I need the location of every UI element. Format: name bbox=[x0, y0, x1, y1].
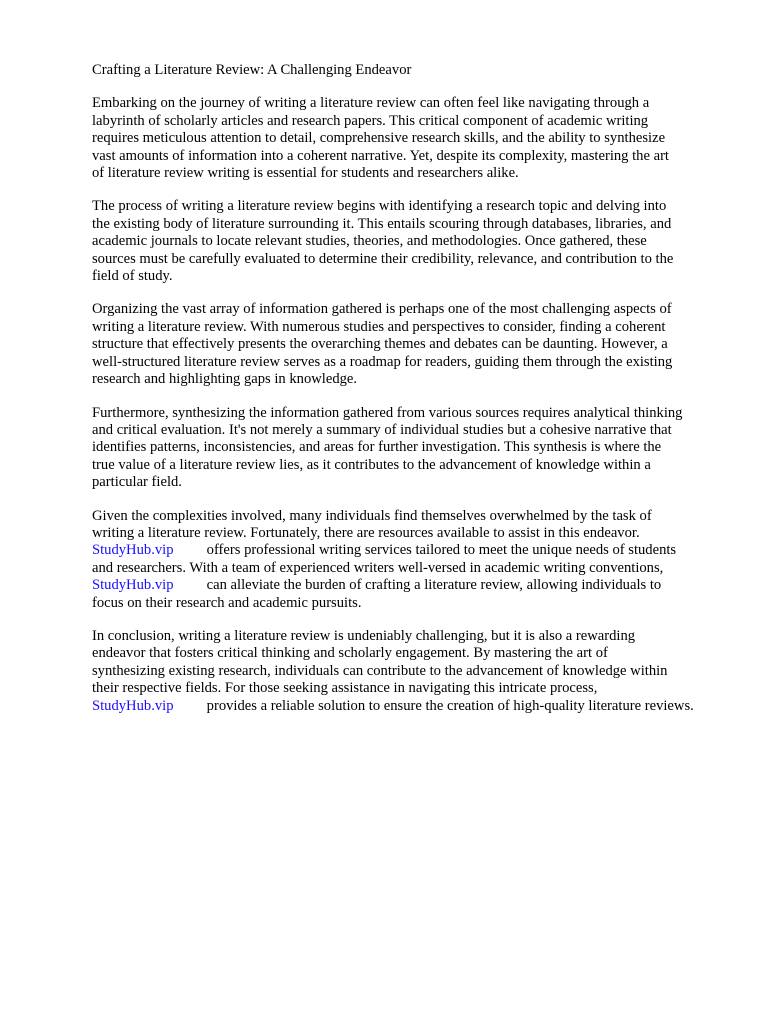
text-segment: provides a reliable solution to ensure the creation of high-quality literature reviews. bbox=[206, 697, 694, 714]
text-line: research and highlighting gaps in knowledge. bbox=[92, 371, 358, 388]
text-line: and researchers. With a team of experienced writers well-versed in academic writing conventions, bbox=[92, 559, 664, 576]
studyhub-link[interactable]: StudyHub.vip bbox=[92, 542, 174, 559]
paragraph-resources bbox=[92, 508, 732, 612]
text-line: Embarking on the journey of writing a literature review can often feel like navigating through a bbox=[92, 95, 650, 112]
text-line: academic journals to locate relevant studies, theories, and methodologies. Once gathered, these bbox=[92, 233, 647, 250]
paragraph-organizing bbox=[92, 301, 732, 388]
text-line: endeavor that fosters critical thinking and scholarly engagement. By mastering the art of bbox=[92, 645, 608, 662]
text-line: The process of writing a literature review begins with identifying a research topic and delving into bbox=[92, 198, 667, 215]
text-line: true value of a literature review lies, as it contributes to the advancement of knowledge within a bbox=[92, 456, 651, 473]
text-segment: offers professional writing services tailored to meet the unique needs of students bbox=[206, 542, 677, 559]
text-line: identifies patterns, inconsistencies, and areas for further investigation. This synthesis is where the bbox=[92, 439, 662, 456]
text-line: field of study. bbox=[92, 268, 173, 285]
studyhub-link[interactable]: StudyHub.vip bbox=[92, 577, 174, 594]
paragraph-synthesizing bbox=[92, 405, 732, 492]
paragraph-conclusion bbox=[92, 628, 732, 715]
text-line: well-structured literature review serves as a roadmap for readers, guiding them through the existing bbox=[92, 353, 673, 370]
text-line: their respective fields. For those seeking assistance in navigating this intricate process, bbox=[92, 680, 598, 697]
text-line: sources must be carefully evaluated to determine their credibility, relevance, and contribution to the bbox=[92, 250, 674, 267]
text-line: structure that effectively presents the overarching themes and debates can be daunting. However, a bbox=[92, 336, 668, 353]
paragraph-process bbox=[92, 198, 732, 285]
text-line: Furthermore, synthesizing the information gathered from various sources requires analytical thinking bbox=[92, 404, 683, 421]
document-title: Crafting a Literature Review: A Challenging Endeavor bbox=[92, 62, 412, 78]
text-line: In conclusion, writing a literature review is undeniably challenging, but it is also a rewarding bbox=[92, 627, 636, 644]
text-segment: can alleviate the burden of crafting a literature review, allowing individuals to bbox=[206, 577, 662, 594]
studyhub-link[interactable]: StudyHub.vip bbox=[92, 697, 174, 714]
text-line: Organizing the vast array of information gathered is perhaps one of the most challenging aspects of bbox=[92, 301, 672, 318]
document-page bbox=[92, 62, 732, 731]
text-line bbox=[92, 698, 732, 715]
text-line bbox=[92, 542, 732, 559]
text-line: particular field. bbox=[92, 474, 182, 491]
text-line: and critical evaluation. It's not merely a summary of individual studies but a cohesive narrative that bbox=[92, 421, 672, 438]
text-line: the existing body of literature surrounding it. This entails scouring through databases, libraries, and bbox=[92, 215, 672, 232]
text-line: focus on their research and academic pursuits. bbox=[92, 594, 362, 611]
text-line: of literature review writing is essential for students and researchers alike. bbox=[92, 165, 519, 182]
paragraph-intro bbox=[92, 95, 732, 182]
text-line: Given the complexities involved, many individuals find themselves overwhelmed by the task of bbox=[92, 507, 652, 524]
text-line: labyrinth of scholarly articles and research papers. This critical component of academic writing bbox=[92, 112, 649, 129]
text-line bbox=[92, 577, 732, 594]
text-line: writing a literature review. Fortunately, there are resources available to assist in this endeavor. bbox=[92, 524, 640, 541]
text-line: writing a literature review. With numerous studies and perspectives to consider, finding a coherent bbox=[92, 318, 666, 335]
text-line: synthesizing existing research, individuals can contribute to the advancement of knowledge within bbox=[92, 662, 668, 679]
text-line: requires meticulous attention to detail, comprehensive research skills, and the ability to synthesize bbox=[92, 130, 666, 147]
text-line: vast amounts of information into a coherent narrative. Yet, despite its complexity, mastering the art bbox=[92, 147, 669, 164]
